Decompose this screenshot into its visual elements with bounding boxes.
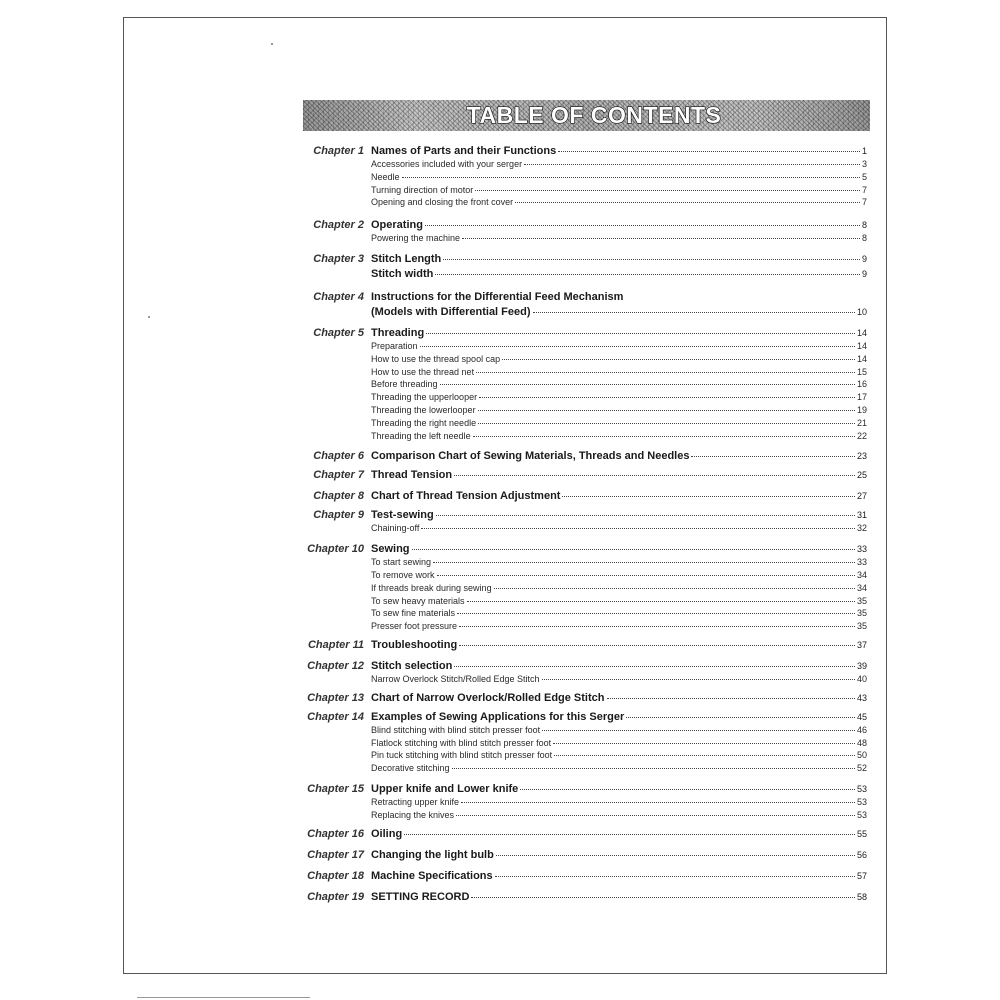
chapter-entries	[371, 217, 867, 245]
dot-leader	[457, 613, 855, 614]
toc-chapter	[295, 289, 867, 319]
toc-subentry[interactable]	[371, 607, 867, 620]
page-number: 35	[856, 608, 867, 619]
toc-heading-entry[interactable]	[371, 709, 867, 724]
toc-subentry[interactable]	[371, 809, 867, 822]
page-number: 23	[856, 451, 867, 462]
entry-title: Chaining-off	[371, 523, 420, 534]
chapter-entries	[371, 637, 867, 652]
chapter-entries	[371, 448, 867, 463]
toc-heading-entry[interactable]	[371, 847, 867, 862]
chapter-entries	[371, 847, 867, 862]
toc-subentry[interactable]	[371, 522, 867, 535]
dot-leader	[542, 730, 855, 731]
dot-leader	[404, 834, 855, 835]
page-number: 10	[856, 306, 867, 317]
dot-leader	[691, 456, 855, 457]
entry-title: Powering the machine	[371, 233, 461, 244]
dot-leader	[459, 626, 855, 627]
dot-leader	[542, 679, 855, 680]
dot-leader	[471, 897, 855, 898]
scan-speck	[271, 43, 273, 45]
chapter-entries	[371, 488, 867, 503]
toc-heading-entry[interactable]	[371, 325, 867, 340]
chapter-label: Chapter 10	[307, 543, 364, 556]
toc-chapter	[295, 690, 867, 705]
dot-leader	[437, 575, 855, 576]
page-number: 9	[861, 268, 867, 279]
dot-leader	[412, 549, 855, 550]
dot-leader	[402, 177, 860, 178]
toc-heading-entry[interactable]	[371, 781, 867, 796]
entry-title: Blind stitching with blind stitch presser foot	[371, 724, 541, 735]
toc-subentry[interactable]	[371, 620, 867, 633]
page-number: 31	[856, 510, 867, 521]
page-number: 33	[856, 544, 867, 555]
dot-leader	[473, 436, 855, 437]
entry-title: Changing the light bulb	[371, 848, 494, 861]
page-number: 34	[856, 582, 867, 593]
dot-leader	[607, 698, 855, 699]
entry-title: Chart of Narrow Overlock/Rolled Edge Stitch	[371, 691, 605, 704]
toc-subentry[interactable]	[371, 430, 867, 443]
dot-leader	[421, 528, 855, 529]
entry-title: Threading the lowerlooper	[371, 404, 476, 415]
dot-leader	[495, 876, 855, 877]
dot-leader	[467, 601, 855, 602]
dot-leader	[476, 372, 855, 373]
toc-subentry[interactable]	[371, 196, 867, 209]
entry-title: Presser foot pressure	[371, 621, 458, 632]
entry-title: Threading	[371, 326, 425, 339]
chapter-entries	[371, 251, 867, 281]
toc-subentry[interactable]	[371, 796, 867, 809]
dot-leader	[454, 666, 855, 667]
chapter-label: Chapter 7	[313, 469, 364, 482]
toc-subentry[interactable]	[371, 556, 867, 569]
dot-leader	[433, 562, 855, 563]
toc-chapter	[295, 251, 867, 281]
chapter-entries	[371, 289, 867, 319]
entry-title: If threads break during sewing	[371, 582, 492, 593]
entry-title: (Models with Differential Feed)	[371, 305, 531, 318]
chapter-label: Chapter 6	[313, 450, 364, 463]
entry-title: Names of Parts and their Functions	[371, 145, 557, 157]
entry-title: Threading the upperlooper	[371, 392, 478, 403]
dot-leader	[454, 475, 855, 476]
page-number: 55	[856, 828, 867, 839]
chapter-label: Chapter 19	[307, 890, 364, 903]
dot-leader	[479, 397, 855, 398]
toc-subentry[interactable]	[371, 673, 867, 686]
entry-title: Narrow Overlock Stitch/Rolled Edge Stitch	[371, 673, 540, 684]
toc-subentry[interactable]	[371, 158, 867, 171]
entry-title: To remove work	[371, 569, 435, 580]
page-number: 27	[856, 491, 867, 502]
entry-title: Stitch Length	[371, 252, 442, 265]
page-number: 52	[856, 763, 867, 774]
dot-leader	[478, 423, 855, 424]
page-number: 19	[856, 404, 867, 415]
entry-title: Machine Specifications	[371, 869, 493, 882]
scan-speck	[148, 316, 150, 318]
chapter-label: Chapter 9	[313, 509, 364, 522]
entry-title: To start sewing	[371, 557, 432, 568]
toc-chapter	[295, 889, 867, 904]
chapter-entries	[371, 690, 867, 705]
toc-heading-entry[interactable]	[371, 541, 867, 556]
page-number: 35	[856, 595, 867, 606]
page-number: 40	[856, 673, 867, 684]
entry-title: Threading the right needle	[371, 417, 477, 428]
toc-heading-entry[interactable]	[371, 658, 867, 673]
chapter-entries	[371, 709, 867, 775]
dot-leader	[515, 202, 860, 203]
dot-leader	[461, 802, 855, 803]
page-number: 14	[856, 327, 867, 338]
dot-leader	[426, 333, 855, 334]
page-number: 32	[856, 523, 867, 534]
chapter-label: Chapter 11	[307, 638, 364, 651]
toc-heading-entry[interactable]	[371, 289, 867, 304]
entry-title: To sew heavy materials	[371, 595, 465, 606]
entry-title: Threading the left needle	[371, 430, 471, 441]
toc-subentry[interactable]	[371, 762, 867, 775]
chapter-label: Chapter 12	[307, 659, 364, 672]
page-number: 17	[856, 392, 867, 403]
toc-subentry[interactable]	[371, 378, 867, 391]
entry-title: Needle	[371, 171, 400, 182]
page-number: 45	[856, 711, 867, 722]
chapter-label: Chapter 1	[313, 145, 364, 157]
dot-leader	[554, 755, 855, 756]
page-number: 8	[861, 220, 867, 231]
entry-title: Troubleshooting	[371, 638, 458, 651]
page-number: 5	[861, 171, 867, 182]
dot-leader	[533, 312, 855, 313]
page-number: 48	[856, 737, 867, 748]
page-number: 25	[856, 470, 867, 481]
toc-chapter	[295, 467, 867, 482]
dot-leader	[456, 815, 855, 816]
toc-subentry[interactable]	[371, 184, 867, 197]
toc-subentry[interactable]	[371, 171, 867, 184]
page-number: 35	[856, 621, 867, 632]
toc-heading-entry[interactable]	[371, 826, 867, 841]
dot-leader	[626, 717, 855, 718]
entry-title: Test-sewing	[371, 509, 434, 522]
page-number: 56	[856, 849, 867, 860]
chapter-label: Chapter 8	[313, 490, 364, 503]
chapter-entries	[371, 781, 867, 822]
entry-title: SETTING RECORD	[371, 890, 470, 903]
dot-leader	[502, 359, 855, 360]
chapter-entries	[371, 868, 867, 883]
chapter-entries	[371, 826, 867, 841]
toc-chapter	[295, 847, 867, 862]
toc-subentry[interactable]	[371, 366, 867, 379]
chapter-label: Chapter 5	[313, 326, 364, 339]
entry-title: Turning direction of motor	[371, 184, 474, 195]
chapter-entries	[371, 143, 867, 209]
dot-leader	[496, 855, 855, 856]
dot-leader	[558, 151, 860, 152]
toc-subentry[interactable]	[371, 749, 867, 762]
toc-heading-entry[interactable]	[371, 304, 867, 319]
dot-leader	[436, 515, 855, 516]
dot-leader	[459, 645, 855, 646]
chapter-entries	[371, 889, 867, 904]
toc-chapter	[295, 448, 867, 463]
page-number: 7	[861, 197, 867, 208]
toc-chapter	[295, 217, 867, 245]
toc-chapter	[295, 143, 867, 209]
page-number: 50	[856, 750, 867, 761]
entry-title: Thread Tension	[371, 469, 453, 482]
toc-subentry[interactable]	[371, 417, 867, 430]
toc-heading-entry[interactable]	[371, 507, 867, 522]
entry-title: Pin tuck stitching with blind stitch presser foot	[371, 750, 553, 761]
toc-heading-entry[interactable]	[371, 488, 867, 503]
toc-chapter	[295, 709, 867, 775]
toc-heading-entry[interactable]	[371, 868, 867, 883]
dot-leader	[494, 588, 855, 589]
toc-chapter	[295, 826, 867, 841]
scan-edge-line	[137, 997, 310, 998]
entry-title: Decorative stitching	[371, 763, 450, 774]
entry-title: Upper knife and Lower knife	[371, 782, 519, 795]
toc-chapter	[295, 868, 867, 883]
dot-leader	[562, 496, 855, 497]
toc-subentry[interactable]	[371, 340, 867, 353]
page-number: 46	[856, 724, 867, 735]
page-number: 53	[856, 809, 867, 820]
page-number: 53	[856, 783, 867, 794]
dot-leader	[462, 238, 860, 239]
dot-leader	[420, 346, 855, 347]
toc-chapter	[295, 507, 867, 535]
entry-title: Replacing the knives	[371, 809, 455, 820]
page-number: 57	[856, 870, 867, 881]
dot-leader	[524, 164, 860, 165]
dot-leader	[440, 384, 855, 385]
page-number: 39	[856, 660, 867, 671]
entry-title: Operating	[371, 219, 423, 232]
toc-heading-entry[interactable]	[371, 690, 867, 705]
toc-chapter	[295, 541, 867, 633]
entry-title: How to use the thread net	[371, 366, 475, 377]
toc-chapter	[295, 658, 867, 686]
dot-leader	[475, 190, 860, 191]
entry-title: Retracting upper knife	[371, 796, 460, 807]
page-number: 16	[856, 379, 867, 390]
chapter-label: Chapter 3	[313, 252, 364, 265]
chapter-label: Chapter 14	[307, 710, 364, 723]
chapter-entries	[371, 541, 867, 633]
page-number: 1	[861, 146, 867, 156]
toc-subentry[interactable]	[371, 404, 867, 417]
chapter-label: Chapter 4	[313, 290, 364, 303]
dot-leader	[452, 768, 855, 769]
toc-subentry[interactable]	[371, 595, 867, 608]
dot-leader	[520, 789, 855, 790]
entry-title: Accessories included with your serger	[371, 159, 523, 169]
entry-title: Stitch width	[371, 267, 434, 280]
dot-leader	[435, 274, 860, 275]
entry-title: Sewing	[371, 543, 410, 556]
chapter-entries	[371, 507, 867, 535]
toc-heading-entry[interactable]	[371, 637, 867, 652]
dot-leader	[553, 743, 855, 744]
page-number: 14	[856, 340, 867, 351]
entry-title: How to use the thread spool cap	[371, 353, 501, 364]
chapter-entries	[371, 467, 867, 482]
toc-subentry[interactable]	[371, 582, 867, 595]
chapter-label: Chapter 15	[307, 782, 364, 795]
toc-heading-entry[interactable]	[371, 217, 867, 232]
chapter-label: Chapter 17	[307, 848, 364, 861]
page-number: 14	[856, 353, 867, 364]
page-number: 15	[856, 366, 867, 377]
toc-subentry[interactable]	[371, 353, 867, 366]
toc-subentry[interactable]	[371, 569, 867, 582]
toc-heading-entry[interactable]	[371, 143, 867, 158]
entry-title: Examples of Sewing Applications for this Serger	[371, 710, 625, 723]
table-of-contents	[295, 143, 867, 904]
toc-subentry[interactable]	[371, 737, 867, 750]
chapter-label: Chapter 13	[307, 691, 364, 704]
chapter-label: Chapter 16	[307, 827, 364, 840]
page-number: 9	[861, 253, 867, 264]
entry-title: To sew fine materials	[371, 608, 456, 619]
chapter-label: Chapter 2	[313, 219, 364, 232]
entry-title: Comparison Chart of Sewing Materials, Threads and Needles	[371, 450, 690, 463]
page-number: 8	[861, 233, 867, 244]
toc-heading-entry[interactable]	[371, 251, 867, 266]
entry-title: Oiling	[371, 827, 403, 840]
page-number: 53	[856, 796, 867, 807]
page-number: 22	[856, 430, 867, 441]
entry-title: Preparation	[371, 340, 418, 351]
toc-subentry[interactable]	[371, 232, 867, 245]
entry-title: Opening and closing the front cover	[371, 197, 514, 208]
toc-heading-entry[interactable]	[371, 889, 867, 904]
toc-subentry[interactable]	[371, 724, 867, 737]
toc-header-banner	[303, 100, 870, 131]
page-number: 34	[856, 569, 867, 580]
toc-heading-entry[interactable]	[371, 448, 867, 463]
toc-chapter	[295, 637, 867, 652]
page-number: 21	[856, 417, 867, 428]
page-number: 43	[856, 692, 867, 703]
page-number: 33	[856, 557, 867, 568]
page-number: 7	[861, 184, 867, 195]
toc-chapter	[295, 488, 867, 503]
chapter-entries	[371, 658, 867, 686]
toc-heading-entry[interactable]	[371, 266, 867, 281]
dot-leader	[425, 225, 860, 226]
entry-title: Flatlock stitching with blind stitch presser foot	[371, 737, 552, 748]
entry-title: Chart of Thread Tension Adjustment	[371, 490, 561, 503]
page-number: 58	[856, 891, 867, 902]
page-number: 37	[856, 639, 867, 650]
page-title: TABLE OF CONTENTS	[466, 102, 722, 128]
toc-subentry[interactable]	[371, 391, 867, 404]
entry-title: Stitch selection	[371, 659, 453, 672]
entry-title: Before threading	[371, 379, 438, 390]
entry-title: Instructions for the Differential Feed Mechanism	[371, 290, 624, 303]
toc-chapter	[295, 325, 867, 442]
page-number: 3	[861, 159, 867, 169]
chapter-entries	[371, 325, 867, 442]
toc-heading-entry[interactable]	[371, 467, 867, 482]
dot-leader	[478, 410, 855, 411]
toc-chapter	[295, 781, 867, 822]
chapter-label: Chapter 18	[307, 869, 364, 882]
dot-leader	[443, 259, 860, 260]
